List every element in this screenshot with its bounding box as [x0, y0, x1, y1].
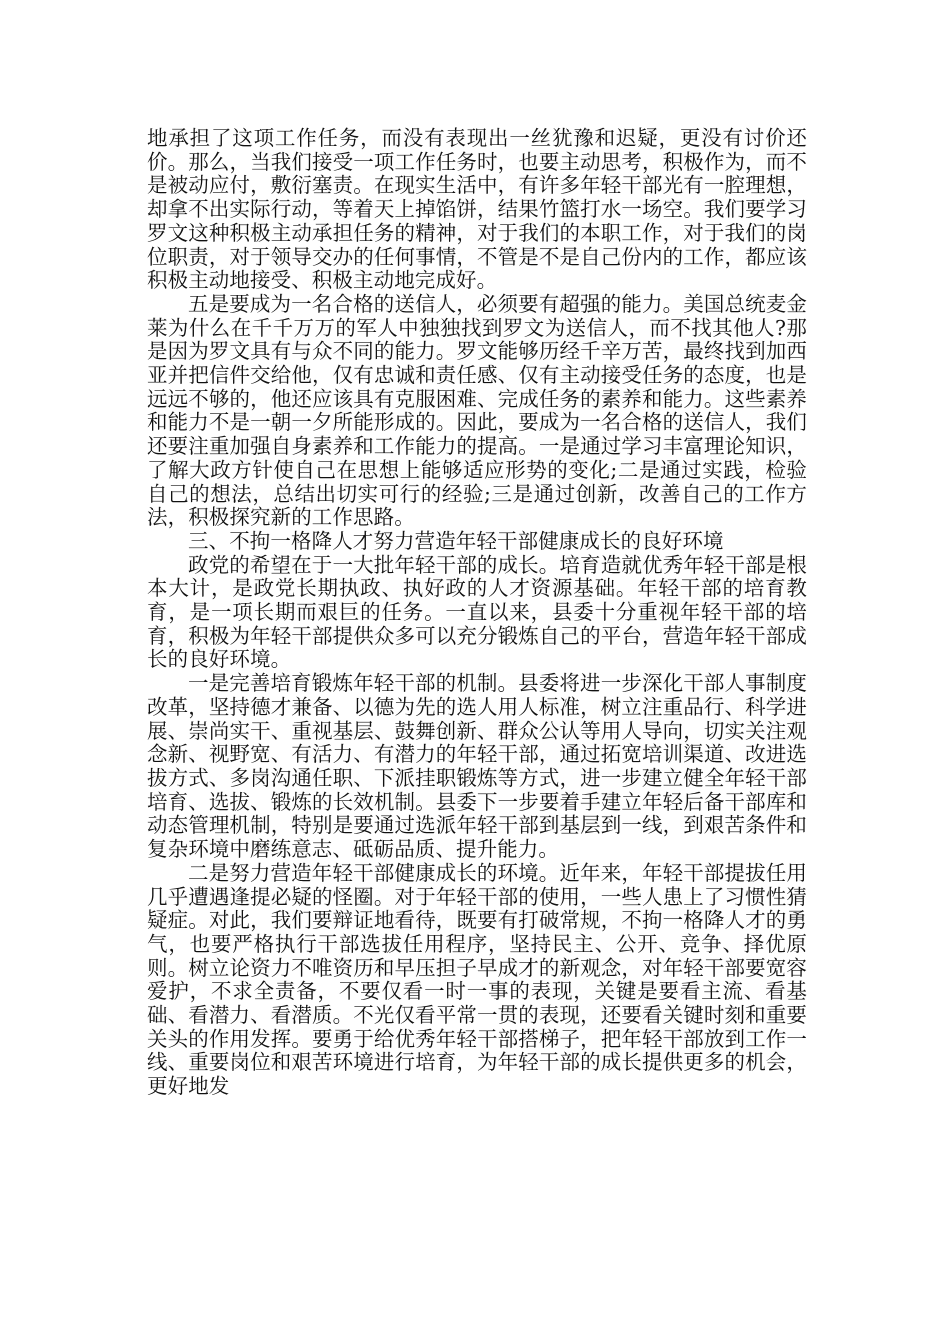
paragraph-point-five: 五是要成为一名合格的送信人，必须要有超强的能力。美国总统麦金莱为什么在千千万万的军人中独独找到罗文为送信人，而不找其他人?那是因为罗文具有与众不同的能力。罗文能够历经千辛万苦，最终找到加西亚并把信件交给他，仅有忠诚和责任感、仅有主动接受任务的态度，也是远远不够的，他还应该具有克服困难、完成任务的素养和能力。这些素养和能力不是一朝一夕所能形成的。因此，要成为一名合格的送信人，我们还要注重加强自身素养和工作能力的提高。一是通过学习丰富理论知识，了解大政方针使自己在思想上能够适应形势的变化;二是通过实践，检验自己的想法，总结出切实可行的经验;三是通过创新，改善自己的工作方法，积极探究新的工作思路。: [147, 291, 807, 530]
body-text: [147, 127, 807, 1099]
paragraph-point-two: 二是努力营造年轻干部健康成长的环境。近年来，年轻干部提拔任用几乎遭遇逢提必疑的怪圈。对于年轻干部的使用，一些人患上了习惯性猜疑症。对此，我们要辩证地看待，既要有打破常规，不拘一格降人才的勇气，也要严格执行干部选拔任用程序，坚持民主、公开、竞争、择优原则。树立论资力不唯资历和早压担子早成才的新观念，对年轻干部要宽容爱护，不求全责备，不要仅看一时一事的表现，关键是要看主流、看基础、看潜力、看潜质。不光仅看平常一贯的表现，还要看关键时刻和重要关头的作用发挥。要勇于给优秀年轻干部搭梯子，把年轻干部放到工作一线、重要岗位和艰苦环境进行培育，为年轻干部的成长提供更多的机会，更好地发: [147, 860, 807, 1099]
paragraph-continuation: 地承担了这项工作任务，而没有表现出一丝犹豫和迟疑，更没有讨价还价。那么，当我们接受一项工作任务时，也要主动思考，积极作为，而不是被动应付，敷衍塞责。在现实生活中，有许多年轻干部光有一腔理想，却拿不出实际行动，等着天上掉馅饼，结果竹篮打水一场空。我们要学习罗文这种积极主动承担任务的精神，对于我们的本职工作，对于我们的岗位职责，对于领导交办的任何事情，不管是不是自己份内的工作，都应该积极主动地接受、积极主动地完成好。: [147, 126, 807, 293]
paragraph-point-one: 一是完善培育锻炼年轻干部的机制。县委将进一步深化干部人事制度改革，坚持德才兼备、以德为先的选人用人标准，树立注重品行、科学进展、崇尚实干、重视基层、鼓舞创新、群众公认等用人导向，切实关注观念新、视野宽、有活力、有潜力的年轻干部，通过拓宽培训渠道、改进选拔方式、多岗沟通任职、下派挂职锻炼等方式，进一步建立健全年轻干部培育、选拔、锻炼的长效机制。县委下一步要着手建立年轻后备干部库和动态管理机制，特别是要通过选派年轻干部到基层到一线，到艰苦条件和复杂环境中磨练意志、砥砺品质、提升能力。: [147, 671, 807, 862]
paragraph-party-hope: 政党的希望在于一大批年轻干部的成长。培育造就优秀年轻干部是根本大计，是政党长期执政、执好政的人才资源基础。年轻干部的培育教育，是一项长期而艰巨的任务。一直以来，县委十分重视年轻干部的培育，积极为年轻干部提供众多可以充分锻炼自己的平台，营造年轻干部成长的良好环境。: [147, 552, 807, 672]
section-heading-three: 三、不拘一格降人才努力营造年轻干部健康成长的良好环境: [188, 528, 724, 553]
